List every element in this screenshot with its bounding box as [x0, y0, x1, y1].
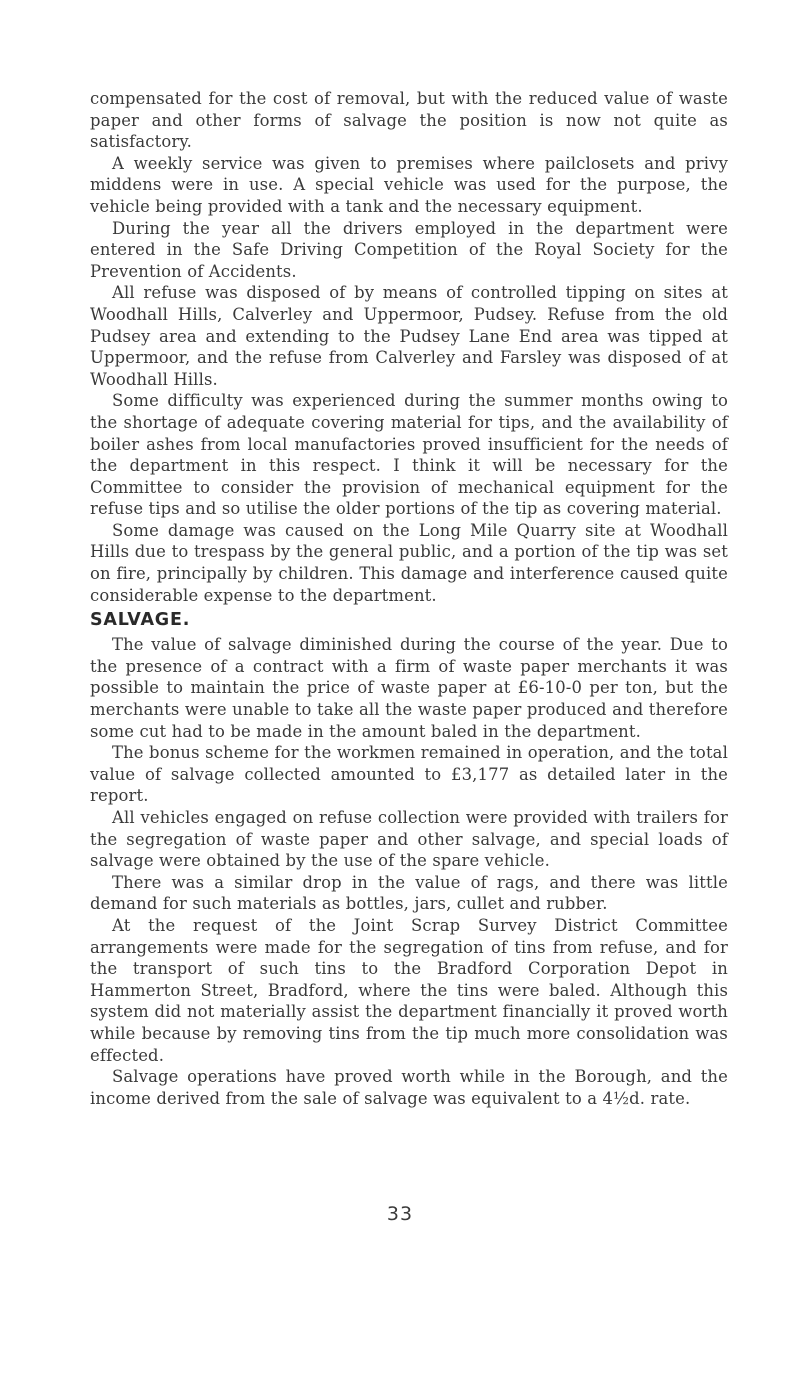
- paragraph-rags: There was a similar drop in the value of rags, and there was little demand for such materials as bottles, jars, cullet and rubber.: [90, 872, 728, 914]
- paragraph-bonus-scheme: The bonus scheme for the workmen remained in operation, and the total value of salvage collected amounted to £3,177 as detailed later in the report.: [90, 743, 728, 806]
- paragraph-trailers: All vehicles engaged on refuse collection were provided with trailers for the segregation of waste paper and other salvage, and special loads of salvage were obtained by the use of the spare vehicle.: [90, 808, 728, 871]
- paragraph-tins: At the request of the Joint Scrap Survey District Committee arrangements were made for the segregation of tins from refuse, and for the transport of such tins to the Bradford Corporation Depot in Hammerton Street, Bradford, where the tins were baled. Although this system did not materially assist the department financially it proved worth while because by removing tins from the tip much more consolidation was effected.: [90, 915, 728, 1065]
- paragraph-salvage-value: The value of salvage diminished during the course of the year. Due to the presence of a contract with a firm of waste paper merchants it was possible to maintain the price of waste paper at £6-10-0 per ton, but the merchants were unable to take all the waste paper produced and therefore some cut had to be made in the amount baled in the department.: [90, 635, 728, 741]
- paragraph-covering-material: Some difficulty was experienced during the summer months owing to the shortage of adequate covering material for tips, and the availability of boiler ashes from local manufactories proved insufficient for the needs of the department in this respect. I think it will be necessary for the Committee to consider the provision of mechanical equipment for the refuse tips and so utilise the older portions of the tip as covering material.: [90, 391, 728, 519]
- paragraph-refuse-disposal: All refuse was disposed of by means of controlled tipping on sites at Woodhall Hills, Calverley and Uppermoor, Pudsey. Refuse from the old Pudsey area and extending to the Pudsey Lane End area was tipped at Uppermoor, and the refuse from Calverley and Farsley was disposed of at Woodhall Hills.: [90, 283, 728, 389]
- paragraph-safe-driving: During the year all the drivers employed in the department were entered in the Safe Driving Competition of the Royal Society for the Prevention of Accidents.: [90, 218, 728, 281]
- page-number: 33: [386, 1203, 414, 1225]
- paragraph-pail-closets: A weekly service was given to premises where pailclosets and privy middens were in use. A special vehicle was used for the purpose, the vehicle being provided with a tank and the necessary equipment.: [90, 153, 728, 216]
- paragraph-quarry-damage: Some damage was caused on the Long Mile Quarry site at Woodhall Hills due to trespass by the general public, and a portion of the tip was set on fire, principally by children. This damage and interference caused quite considerable expense to the department.: [90, 520, 728, 605]
- paragraph-salvage-operations: Salvage operations have proved worth while in the Borough, and the income derived from the sale of salvage was equivalent to a 4½d. rate.: [90, 1067, 728, 1108]
- intro-paragraph: compensated for the cost of removal, but with the reduced value of waste paper and other forms of salvage the position is now not quite as satisfactory.: [90, 89, 728, 152]
- salvage-heading: SALVAGE.: [90, 610, 191, 631]
- body-text: [90, 88, 728, 1109]
